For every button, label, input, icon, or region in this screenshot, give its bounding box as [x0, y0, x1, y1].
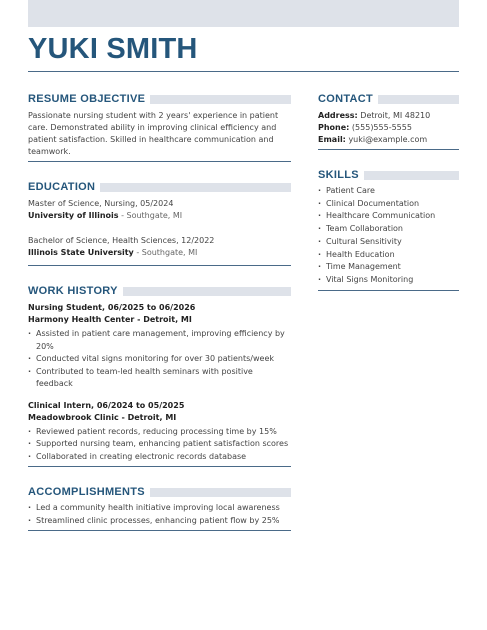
objective-text: Passionate nursing student with 2 years' experience in patient care. Demonstrated ability in improving clinical efficiency and patient satisfaction. Skilled in healthcare communication and teamwork.: [28, 111, 279, 156]
school-name: Illinois State University: [28, 248, 134, 257]
objective-section: [28, 92, 291, 162]
phone-value: (555)555-5555: [351, 123, 412, 132]
job-entry: [28, 400, 291, 464]
objective-title: RESUME OBJECTIVE: [28, 93, 146, 105]
heading-bar: [100, 183, 291, 192]
job-role: Clinical Intern, 06/2024 to 05/2025: [28, 400, 185, 410]
list-item: · Supported nursing team, enhancing patient satisfaction scores: [28, 438, 291, 451]
skill-item: · Team Collaboration: [318, 223, 459, 236]
education-heading: [28, 180, 291, 194]
section-divider: [28, 530, 291, 531]
section-divider: [28, 466, 291, 467]
section-divider: [318, 290, 459, 291]
address-label: Address:: [318, 111, 358, 120]
skills-list: [318, 185, 459, 287]
heading-bar: [364, 171, 459, 180]
skill-item: · Vital Signs Monitoring: [318, 274, 459, 287]
skills-heading: [318, 168, 459, 182]
heading-bar: [378, 95, 459, 104]
school-line: [28, 210, 291, 222]
school-location: - Southgate, MI: [136, 248, 198, 257]
job-role: Nursing Student, 06/2025 to 06/2026: [28, 303, 196, 312]
phone-label: Phone:: [318, 123, 350, 132]
email-label: Email:: [318, 135, 346, 144]
job-bullets: [28, 426, 291, 464]
skill-item: · Healthcare Communication: [318, 210, 459, 223]
contact-title: CONTACT: [318, 93, 374, 105]
section-divider: [318, 149, 459, 150]
contact-address: [318, 110, 459, 122]
skills-title: SKILLS: [318, 169, 359, 181]
skill-item: · Cultural Sensitivity: [318, 236, 459, 249]
job-bullets: [28, 328, 291, 391]
degree: Bachelor of Science, Health Sciences, 12/2022: [28, 236, 215, 245]
left-column: [28, 92, 291, 531]
list-item: · Collaborated in creating electronic records database: [28, 451, 291, 464]
skill-item: · Health Education: [318, 249, 459, 262]
degree: Master of Science, Nursing, 05/2024: [28, 199, 174, 208]
skills-section: [318, 168, 459, 291]
right-column: [318, 92, 459, 291]
contact-heading: [318, 92, 459, 106]
skill-item: · Clinical Documentation: [318, 198, 459, 211]
contact-section: [318, 92, 459, 150]
education-title: EDUCATION: [28, 181, 96, 193]
education-entry: [28, 235, 291, 259]
list-item: · Contributed to team-led health seminars with positive feedback: [28, 366, 291, 391]
school-location: - Southgate, MI: [121, 211, 183, 220]
email-value[interactable]: yuki@example.com: [348, 135, 428, 144]
accomplishments-heading: [28, 485, 291, 499]
list-item: · Conducted vital signs monitoring for over 30 patients/week: [28, 353, 291, 366]
heading-bar: [123, 287, 291, 296]
contact-phone: [318, 122, 459, 134]
school-line: [28, 247, 291, 259]
name-divider: [28, 71, 459, 72]
contact-email: [318, 134, 459, 146]
work-history-section: [28, 284, 291, 467]
candidate-name: YUKI SMITH: [28, 33, 198, 65]
work-title: WORK HISTORY: [28, 285, 118, 297]
list-item: · Streamlined clinic processes, enhancing patient flow by 25%: [28, 515, 291, 528]
accomplishments-list: [28, 502, 291, 527]
heading-bar: [150, 488, 291, 497]
address-value: Detroit, MI 48210: [360, 111, 431, 120]
list-item: · Assisted in patient care management, improving efficiency by 20%: [28, 328, 291, 353]
objective-heading: [28, 92, 291, 106]
education-entry: [28, 198, 291, 222]
job-entry: [28, 302, 291, 391]
skill-item: · Time Management: [318, 261, 459, 274]
list-item: · Reviewed patient records, reducing processing time by 15%: [28, 426, 291, 439]
contact-details: [318, 110, 459, 146]
job-employer: Harmony Health Center - Detroit, MI: [28, 315, 192, 324]
accomplishments-section: [28, 485, 291, 531]
job-employer: Meadowbrook Clinic - Detroit, MI: [28, 412, 177, 422]
list-item: · Led a community health initiative improving local awareness: [28, 502, 291, 515]
header-band: [28, 0, 459, 27]
work-heading: [28, 284, 291, 298]
section-divider: [28, 265, 291, 266]
education-section: [28, 180, 291, 266]
accomplishments-title: ACCOMPLISHMENTS: [28, 486, 145, 498]
skill-item: · Patient Care: [318, 185, 459, 198]
school-name: University of Illinois: [28, 211, 119, 220]
heading-bar: [150, 95, 291, 104]
section-divider: [28, 161, 291, 162]
